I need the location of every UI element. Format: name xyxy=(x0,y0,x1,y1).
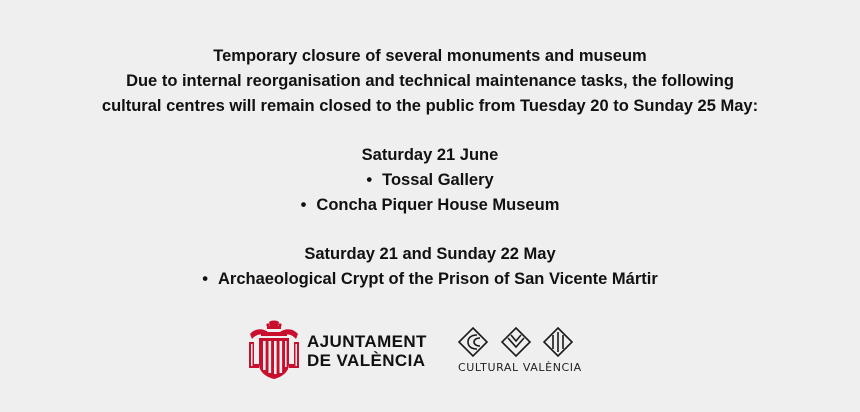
list-item-label: Concha Piquer House Museum xyxy=(316,196,560,214)
ajuntament-line-1: AJUNTAMENT xyxy=(307,332,427,351)
cultural-valencia-icon xyxy=(458,326,574,358)
notice-intro-line-1: Due to internal reorganisation and technical maintenance tasks, the following xyxy=(126,72,734,90)
list-item xyxy=(0,267,860,292)
city-crest-icon xyxy=(247,320,301,382)
bullet-icon: • xyxy=(366,171,373,189)
ajuntament-line-2: DE VALÈNCIA xyxy=(307,351,426,370)
cultural-valencia-logo xyxy=(458,326,582,378)
bullet-icon: • xyxy=(300,196,307,214)
list-item xyxy=(0,168,860,193)
notice-title: Temporary closure of several monuments and museum xyxy=(213,47,647,65)
ajuntament-logo xyxy=(247,320,427,382)
notice-intro-line-2: cultural centres will remain closed to the public from Tuesday 20 to Sunday 25 May: xyxy=(101,97,759,115)
list-item-label: Tossal Gallery xyxy=(382,171,494,189)
closure-notice xyxy=(0,44,860,292)
bullet-icon: • xyxy=(202,270,208,288)
ajuntament-wordmark xyxy=(307,332,427,370)
list-item xyxy=(0,193,860,218)
list-item-label: Archaeological Crypt of the Prison of San Vicente Mártir xyxy=(217,270,658,288)
group-date: Saturday 21 and Sunday 22 May xyxy=(304,245,556,263)
group-date: Saturday 21 June xyxy=(361,146,499,164)
cultural-valencia-text: CULTURAL VALÈNCIA xyxy=(458,361,582,374)
